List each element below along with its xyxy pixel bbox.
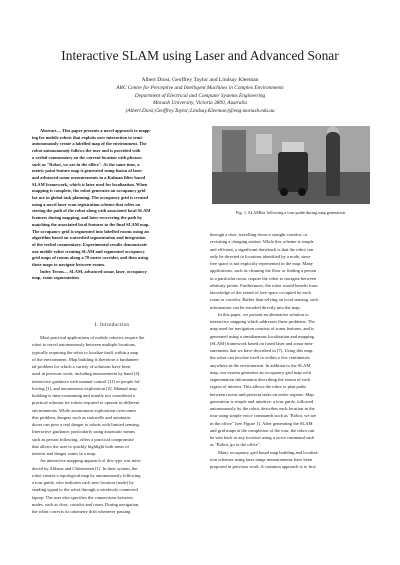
body-text-line: building is time-consuming and usually not considered a: [32, 393, 135, 398]
abstract-line: and advanced sonar measurements in a Kalman filter based: [32, 174, 146, 180]
abstract-line: mapping is complete, the robot generates an occupancy grid: [32, 188, 146, 194]
affiliation-line: {Albert.Diosi;Geoffrey.Taylor;Lindsay.Kleeman}@eng.monash.edu.au: [125, 107, 275, 114]
body-text-line: autonomously by the robot, describes each location in the: [210, 406, 315, 411]
body-text-line: laptop. The user also specifies the connections between: [32, 494, 133, 500]
abstract-line: algorithm based on watershed segmentation and integration: [32, 235, 146, 241]
figure-caption: Fig. 1. SLAMbot following a tour guide during map generation.: [235, 210, 347, 215]
abstract-line: features during mapping, and later recovering the path by: [32, 215, 143, 221]
body-text-line: robot to travel autonomously between multiple locations,: [32, 342, 136, 348]
body-text-line: in the office" (see Figure 1). After generating the SLAM: [210, 420, 313, 426]
body-text-line: free space is not explicitly represented in the map. Many: [210, 261, 314, 266]
abstract-line: autonomously create a labelled map of the environment. The: [32, 141, 147, 147]
body-text-line: practical solution for robots required to operate in different: [32, 400, 140, 406]
body-text-line: duced by Althaus and Christensen [1]. In their system, the: [32, 465, 138, 471]
index-terms-line: map, room segmentation: [32, 275, 79, 281]
body-text-line: anywhere in the environment. In addition to the SLAM: [210, 362, 311, 368]
affiliation-line: Monash University, Victoria 3800, Australia: [153, 100, 247, 107]
body-text-line: In this paper, we present an alternative solution to: [218, 311, 309, 317]
body-text-line: tal problem for which a variety of solutions have been: [32, 364, 131, 369]
body-text-line: tion schemes using laser range measurements have been: [210, 456, 313, 462]
body-text-line: lowing [1], and autonomous exploration [2]. Manual map: [32, 385, 137, 391]
body-text-line: nodes, such as door, corridor and room. During navigation,: [32, 501, 140, 507]
affiliation-line: Department of Electrical and Computer Systems Engineering: [134, 92, 266, 99]
photo-door: [222, 130, 246, 172]
body-text-line: arbitrary points. Furthermore, the robot would benefit from: [210, 282, 318, 288]
body-text-line: applications, such as cleaning the floor or finding a person: [210, 268, 317, 274]
body-text-line: generated using a simultaneous localization and mapping: [210, 333, 315, 339]
body-text-line: between rooms and perform tasks on entire regions. Map: [210, 391, 314, 397]
body-text-line: map used for navigation consists of sonar features, and is: [210, 326, 315, 332]
body-text-line: map, our system generates an occupancy grid map with: [210, 369, 311, 375]
abstract-line: of the verbal commentary. Experimental results demonstrate: [32, 241, 148, 247]
abstract-line: metric point feature map is generated using fusion of laser: [32, 168, 143, 174]
robot-wheel: [298, 188, 306, 196]
body-text-line: interactive guidance with manual control [11] or people fol-: [32, 378, 141, 384]
index-terms-line: Index Terms— SLAM, advanced sonar, laser, occupancy: [40, 268, 147, 274]
body-text-line: used in previous work, including measurement by hand [4],: [32, 371, 141, 377]
body-text-line: knowledge of the extent of free space occupied by each: [210, 290, 311, 295]
intro-right-column: [210, 231, 370, 470]
body-text-line: sending signal to the robot through a wirelessly connected: [32, 487, 138, 493]
body-text-line: such as person following, offers a practical compromise: [32, 436, 134, 442]
abstract-line: storing the path of the robot along with associated local SLAM: [32, 208, 151, 214]
body-text-line: surements that we have described in [7]. Using this map,: [210, 348, 314, 353]
abstract-line: grid maps of rooms along a 70 metre corridor, and then using: [32, 255, 149, 261]
body-text-line: as "Robot, go to the office".: [210, 442, 261, 448]
abstract-line: matching the associated local features to the final SLAM map.: [32, 221, 150, 227]
abstract: [32, 128, 192, 282]
body-text-line: that allows the user to quickly highlight both areas of: [32, 443, 129, 449]
photo-poster: [256, 134, 272, 154]
body-text-line: the robot can localize itself to within a few centimetres: [210, 355, 310, 361]
body-text-line: typically requiring the robot to localize itself within a map: [32, 349, 139, 355]
body-text-line: room or corridor. Rather than relying on local sensing, such: [210, 297, 319, 303]
body-text-line: the robot corrects its odometry drift whenever passing: [32, 509, 131, 514]
abstract-line: such as "Robot, we are in the office". At the same time, a: [32, 161, 140, 167]
body-text-line: generation is simple and intuitive: a tour guide, followed: [210, 398, 314, 404]
body-text-line: tour using simple voice commands such as "Robot, we are: [210, 413, 317, 419]
section-heading: I. Introduction: [94, 322, 130, 328]
abstract-line: SLAM framework, which is later used for localization. When: [32, 181, 148, 187]
abstract-line: Abstract— This paper presents a novel approach to mapp-: [40, 128, 152, 133]
body-text-line: proposed in previous work. A common approach is to first: [210, 464, 316, 469]
body-text-line: Most practical applications of mobile robotics require the: [40, 335, 145, 340]
body-text-line: (SLAM) framework based on fused laser and sonar mea-: [210, 340, 314, 346]
body-text-line: in a particular room, require the robot to navigate between: [210, 275, 317, 281]
robot-body: [278, 152, 308, 192]
body-text-line: environments. While autonomous exploration overcomes: [32, 407, 137, 413]
body-text-line: of the environment. Map building is therefore a fundamen-: [32, 356, 140, 362]
body-text-line: this problem, dangers such as stairwells and automatic: [32, 414, 131, 420]
body-text-line: only be directed to locations identified by a node, since: [210, 253, 311, 259]
affiliation-line: ARC Centre for Perceptive and Intelligent Machines in Complex Environments: [116, 85, 284, 91]
abstract-line: robot autonomously follows the user and is provided with: [32, 148, 141, 154]
robot-wheel: [280, 188, 288, 196]
abstract-line: our mobile robot creating SLAM and segmented occupancy: [32, 248, 145, 254]
abstract-line: The occupancy grid is segmented into labelled rooms using an: [32, 228, 149, 234]
abstract-line: a verbal commentary on the current location with phrases: [32, 154, 142, 160]
abstract-line: ing for mobile robots that exploits user interaction to semi-: [32, 134, 144, 140]
body-text-line: revisiting a charging station. While this scheme is simple: [210, 239, 314, 245]
body-text-line: An interactive mapping approach of this type was intro-: [40, 458, 142, 464]
body-text-line: Interactive guidance, particularly using automatic means: [32, 429, 136, 435]
body-text-line: interest and danger zones in a map.: [32, 451, 97, 456]
abstract-line: for use in global task planning. The occupancy grid is created: [32, 195, 149, 201]
body-text-line: doors can pose a real danger to robots with limited sensing.: [32, 422, 140, 427]
person-body: [326, 132, 340, 196]
body-text-line: interactive mapping which addresses these problems. The: [210, 319, 315, 324]
figure-photo: [212, 126, 370, 204]
intro-left-column: [32, 334, 192, 515]
body-text-line: information can be encoded directly into the map.: [210, 304, 301, 310]
body-text-line: through a door, travelling down a straight corridor, or: [210, 232, 308, 237]
body-text-line: segmentation information describing the extent of each: [210, 377, 311, 382]
body-text-line: and grid maps at the completion of the tour, the robot can: [210, 427, 315, 433]
affiliation-block: [20, 85, 380, 115]
body-text-line: robot creates a topological map by autonomously following: [32, 472, 141, 478]
abstract-line: these maps to navigate between rooms.: [32, 262, 106, 268]
abstract-line: using a novel laser scan registration scheme that relies on: [32, 201, 141, 207]
author-list: Albert Diosi, Geoffrey Taylor and Lindsay Kleeman: [141, 77, 259, 83]
body-text-line: be sent back to any location using a voice command such: [210, 435, 315, 440]
body-text-line: a tour guide, who indicates each new location (node) by: [32, 480, 134, 485]
body-text-line: and efficient, a significant drawback is that the robot can: [210, 246, 314, 252]
body-text-line: Many occupancy grid based map building and localiza-: [218, 449, 319, 455]
paper-title: Interactive SLAM using Laser and Advanced Sonar: [61, 48, 339, 63]
body-text-line: region of interest. This allows the robot to plan paths: [210, 384, 307, 390]
